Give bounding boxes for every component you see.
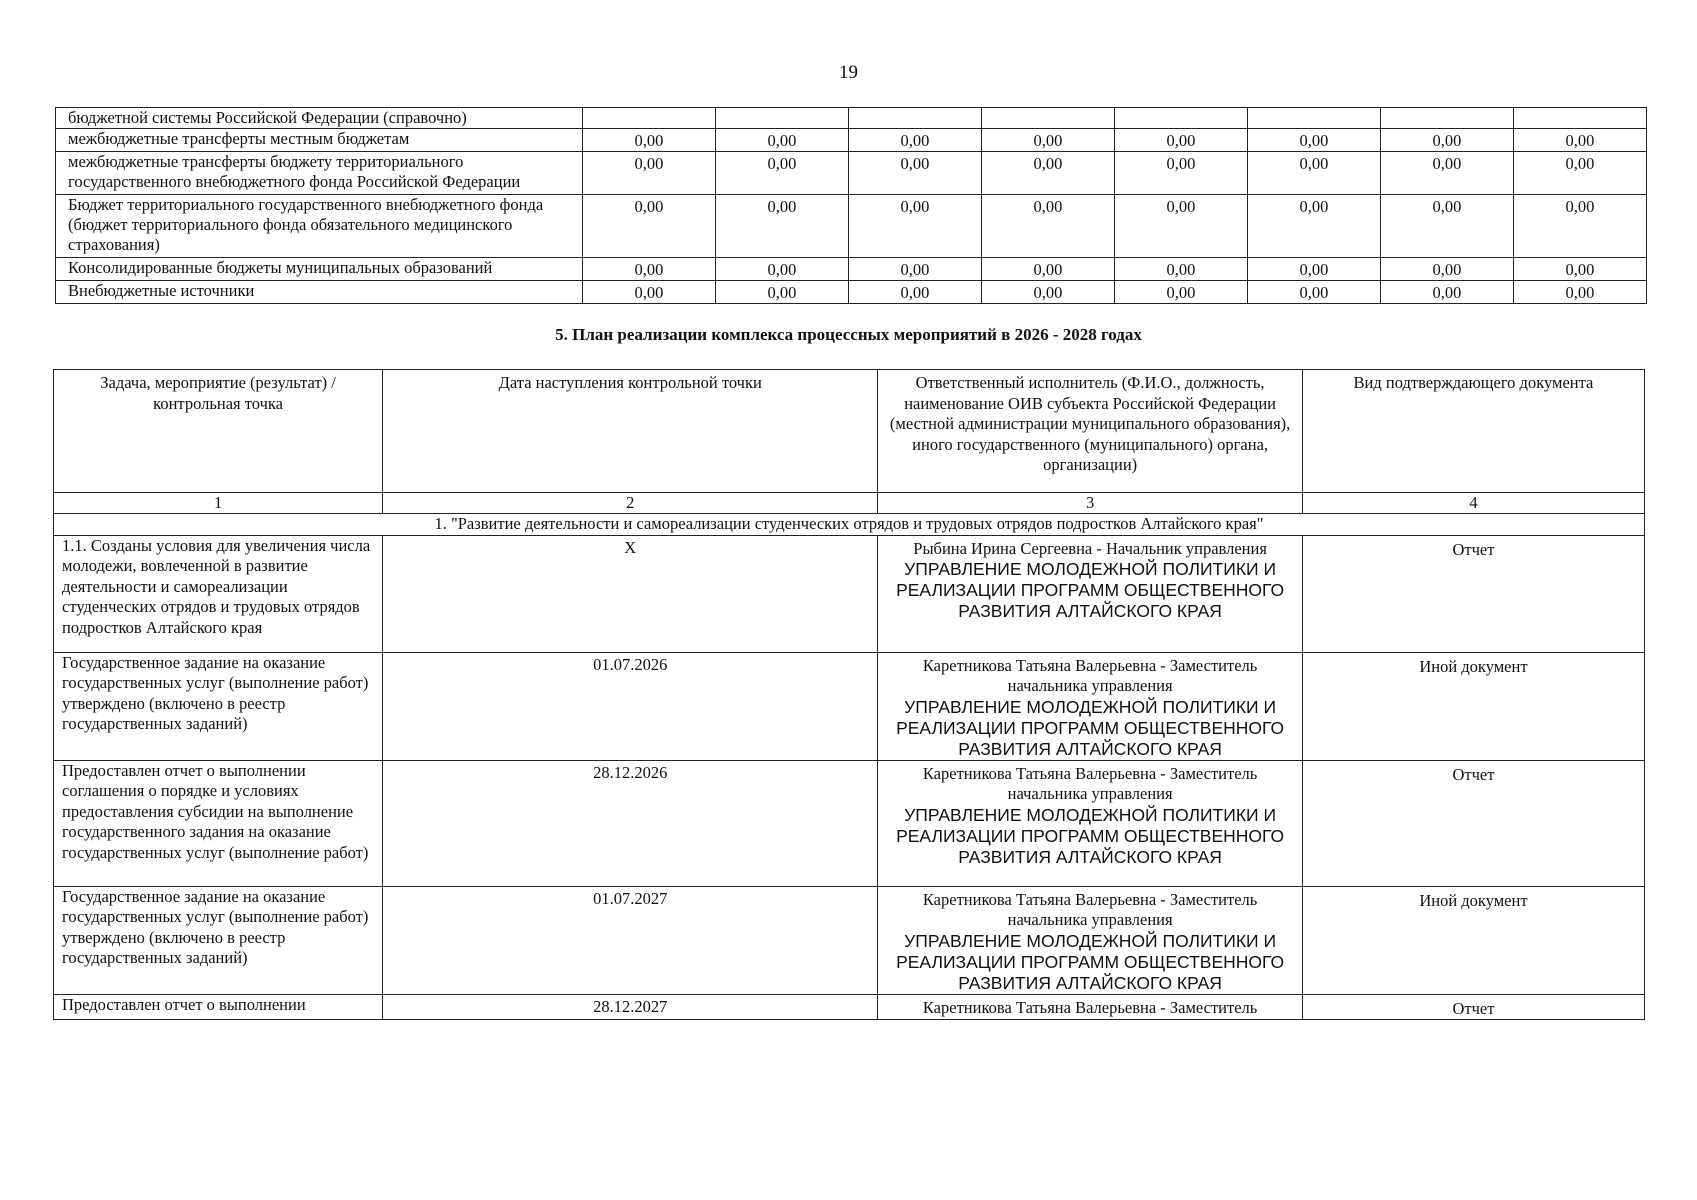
column-number: 1 xyxy=(54,493,383,514)
budget-cell: 0,00 xyxy=(848,281,981,304)
date-cell: X xyxy=(383,535,878,652)
responsible-person: Каретникова Татьяна Валерьевна - Заместитель начальника управления xyxy=(922,889,1258,929)
budget-row-label: Консолидированные бюджеты муниципальных образований xyxy=(56,258,583,281)
responsible-org: УПРАВЛЕНИЕ МОЛОДЕЖНОЙ ПОЛИТИКИ И РЕАЛИЗАЦИИ ПРОГРАММ ОБЩЕСТВЕННОГО РАЗВИТИЯ АЛТАЙСКОГО КРАЯ xyxy=(896,559,1285,621)
budget-cell: 0,00 xyxy=(1247,195,1380,258)
responsible-cell xyxy=(878,652,1303,760)
responsible-cell xyxy=(878,994,1303,1020)
column-number-row xyxy=(54,493,1645,514)
responsible-person: Рыбина Ирина Сергеевна - Начальник управления xyxy=(913,538,1267,558)
budget-cell xyxy=(848,108,981,129)
responsible-org: УПРАВЛЕНИЕ МОЛОДЕЖНОЙ ПОЛИТИКИ И РЕАЛИЗАЦИИ ПРОГРАММ ОБЩЕСТВЕННОГО РАЗВИТИЯ АЛТАЙСКОГО КРАЯ xyxy=(896,804,1285,867)
document-type-cell: Отчет xyxy=(1302,994,1644,1020)
section-row xyxy=(54,514,1645,536)
responsible-person: Каретникова Татьяна Валерьевна - Заместитель начальника управления xyxy=(922,655,1258,695)
task-cell: Предоставлен отчет о выполнении xyxy=(54,994,383,1020)
budget-cell: 0,00 xyxy=(1114,258,1247,281)
responsible-cell xyxy=(878,535,1303,652)
budget-cell: 0,00 xyxy=(981,195,1114,258)
date-cell: 28.12.2026 xyxy=(383,760,878,886)
budget-cell xyxy=(582,108,715,129)
section-title: 5. План реализации комплекса процессных мероприятий в 2026 - 2028 годах xyxy=(555,325,1142,344)
budget-cell: 0,00 xyxy=(582,195,715,258)
task-cell: 1.1. Созданы условия для увеличения числа молодежи, вовлеченной в развитие деятельности и самореализации студенческих отрядов и трудовых отрядов подростков Алтайского края xyxy=(54,535,383,652)
budget-table xyxy=(55,107,1647,304)
column-header: Вид подтверждающего документа xyxy=(1302,370,1644,493)
budget-cell: 0,00 xyxy=(1513,152,1646,195)
budget-cell: 0,00 xyxy=(1114,152,1247,195)
budget-cell: 0,00 xyxy=(981,281,1114,304)
budget-cell: 0,00 xyxy=(715,129,848,152)
table-row xyxy=(54,886,1645,994)
budget-cell: 0,00 xyxy=(981,258,1114,281)
budget-cell: 0,00 xyxy=(582,281,715,304)
responsible-org: УПРАВЛЕНИЕ МОЛОДЕЖНОЙ ПОЛИТИКИ И РЕАЛИЗАЦИИ ПРОГРАММ ОБЩЕСТВЕННОГО РАЗВИТИЯ АЛТАЙСКОГО КРАЯ xyxy=(896,930,1285,993)
budget-cell: 0,00 xyxy=(582,152,715,195)
budget-row-label: межбюджетные трансферты местным бюджетам xyxy=(56,129,583,152)
table-row xyxy=(56,281,1647,304)
budget-cell: 0,00 xyxy=(1380,195,1513,258)
budget-cell: 0,00 xyxy=(848,258,981,281)
date-cell: 28.12.2027 xyxy=(383,994,878,1020)
budget-row-label: Бюджет территориального государственного внебюджетного фонда (бюджет территориального фонда обязательного медицинского страхования) xyxy=(56,195,583,258)
table-row xyxy=(54,760,1645,886)
column-header: Ответственный исполнитель (Ф.И.О., должность, наименование ОИВ субъекта Российской Федерации (местной администрации муниципального образования), иного государственного (муниципального) органа, организации) xyxy=(878,370,1303,493)
column-number: 2 xyxy=(383,493,878,514)
budget-cell: 0,00 xyxy=(1513,281,1646,304)
date-cell: 01.07.2027 xyxy=(383,886,878,994)
budget-cell: 0,00 xyxy=(1114,129,1247,152)
budget-cell: 0,00 xyxy=(715,195,848,258)
budget-cell xyxy=(715,108,848,129)
table-row xyxy=(56,152,1647,195)
budget-cell: 0,00 xyxy=(1513,195,1646,258)
budget-cell: 0,00 xyxy=(1247,258,1380,281)
responsible-cell xyxy=(878,760,1303,886)
budget-cell: 0,00 xyxy=(981,152,1114,195)
budget-cell: 0,00 xyxy=(848,195,981,258)
plan-table xyxy=(53,369,1645,1020)
budget-cell: 0,00 xyxy=(1380,129,1513,152)
budget-cell: 0,00 xyxy=(582,129,715,152)
budget-cell: 0,00 xyxy=(1114,281,1247,304)
budget-cell: 0,00 xyxy=(848,152,981,195)
table-row xyxy=(54,994,1645,1020)
budget-cell: 0,00 xyxy=(981,129,1114,152)
budget-cell: 0,00 xyxy=(1247,281,1380,304)
table-row xyxy=(56,129,1647,152)
column-header: Дата наступления контрольной точки xyxy=(383,370,878,493)
column-number: 4 xyxy=(1302,493,1644,514)
budget-cell xyxy=(981,108,1114,129)
page-number: 19 xyxy=(839,62,858,83)
budget-cell: 0,00 xyxy=(1247,129,1380,152)
budget-cell: 0,00 xyxy=(1380,281,1513,304)
responsible-person: Каретникова Татьяна Валерьевна - Заместитель начальника управления xyxy=(922,763,1258,803)
task-cell: Государственное задание на оказание государственных услуг (выполнение работ) утверждено (включено в реестр государственных заданий) xyxy=(54,886,383,994)
column-number: 3 xyxy=(878,493,1303,514)
budget-cell: 0,00 xyxy=(1380,152,1513,195)
budget-cell: 0,00 xyxy=(582,258,715,281)
document-type-cell: Отчет xyxy=(1302,760,1644,886)
date-cell: 01.07.2026 xyxy=(383,652,878,760)
table-row xyxy=(56,108,1647,129)
section-row-label: 1. "Развитие деятельности и самореализации студенческих отрядов и трудовых отрядов подростков Алтайского края" xyxy=(54,514,1645,536)
budget-cell: 0,00 xyxy=(715,281,848,304)
responsible-cell xyxy=(878,886,1303,994)
budget-cell: 0,00 xyxy=(1114,195,1247,258)
responsible-org: УПРАВЛЕНИЕ МОЛОДЕЖНОЙ ПОЛИТИКИ И РЕАЛИЗАЦИИ ПРОГРАММ ОБЩЕСТВЕННОГО РАЗВИТИЯ АЛТАЙСКОГО КРАЯ xyxy=(896,696,1285,759)
budget-cell xyxy=(1247,108,1380,129)
table-row xyxy=(56,258,1647,281)
document-type-cell: Иной документ xyxy=(1302,652,1644,760)
table-row xyxy=(54,652,1645,760)
budget-row-label: бюджетной системы Российской Федерации (справочно) xyxy=(56,108,583,129)
budget-cell: 0,00 xyxy=(715,258,848,281)
column-header: Задача, мероприятие (результат) / контрольная точка xyxy=(54,370,383,493)
budget-cell xyxy=(1380,108,1513,129)
budget-cell: 0,00 xyxy=(1513,129,1646,152)
task-cell: Государственное задание на оказание государственных услуг (выполнение работ) утверждено (включено в реестр государственных заданий) xyxy=(54,652,383,760)
table-header-row xyxy=(54,370,1645,493)
table-row xyxy=(56,195,1647,258)
budget-row-label: Внебюджетные источники xyxy=(56,281,583,304)
document-type-cell: Иной документ xyxy=(1302,886,1644,994)
budget-cell: 0,00 xyxy=(1513,258,1646,281)
table-row xyxy=(54,535,1645,652)
budget-cell: 0,00 xyxy=(848,129,981,152)
budget-row-label: межбюджетные трансферты бюджету территориального государственного внебюджетного фонда Российской Федерации xyxy=(56,152,583,195)
budget-cell xyxy=(1513,108,1646,129)
budget-cell xyxy=(1114,108,1247,129)
document-type-cell: Отчет xyxy=(1302,535,1644,652)
responsible-person: Каретникова Татьяна Валерьевна - Заместитель xyxy=(922,997,1258,1017)
budget-cell: 0,00 xyxy=(715,152,848,195)
budget-cell: 0,00 xyxy=(1380,258,1513,281)
task-cell: Предоставлен отчет о выполнении соглашения о порядке и условиях предоставления субсидии на выполнение государственного задания на оказание государственных услуг (выполнение работ) xyxy=(54,760,383,886)
budget-cell: 0,00 xyxy=(1247,152,1380,195)
